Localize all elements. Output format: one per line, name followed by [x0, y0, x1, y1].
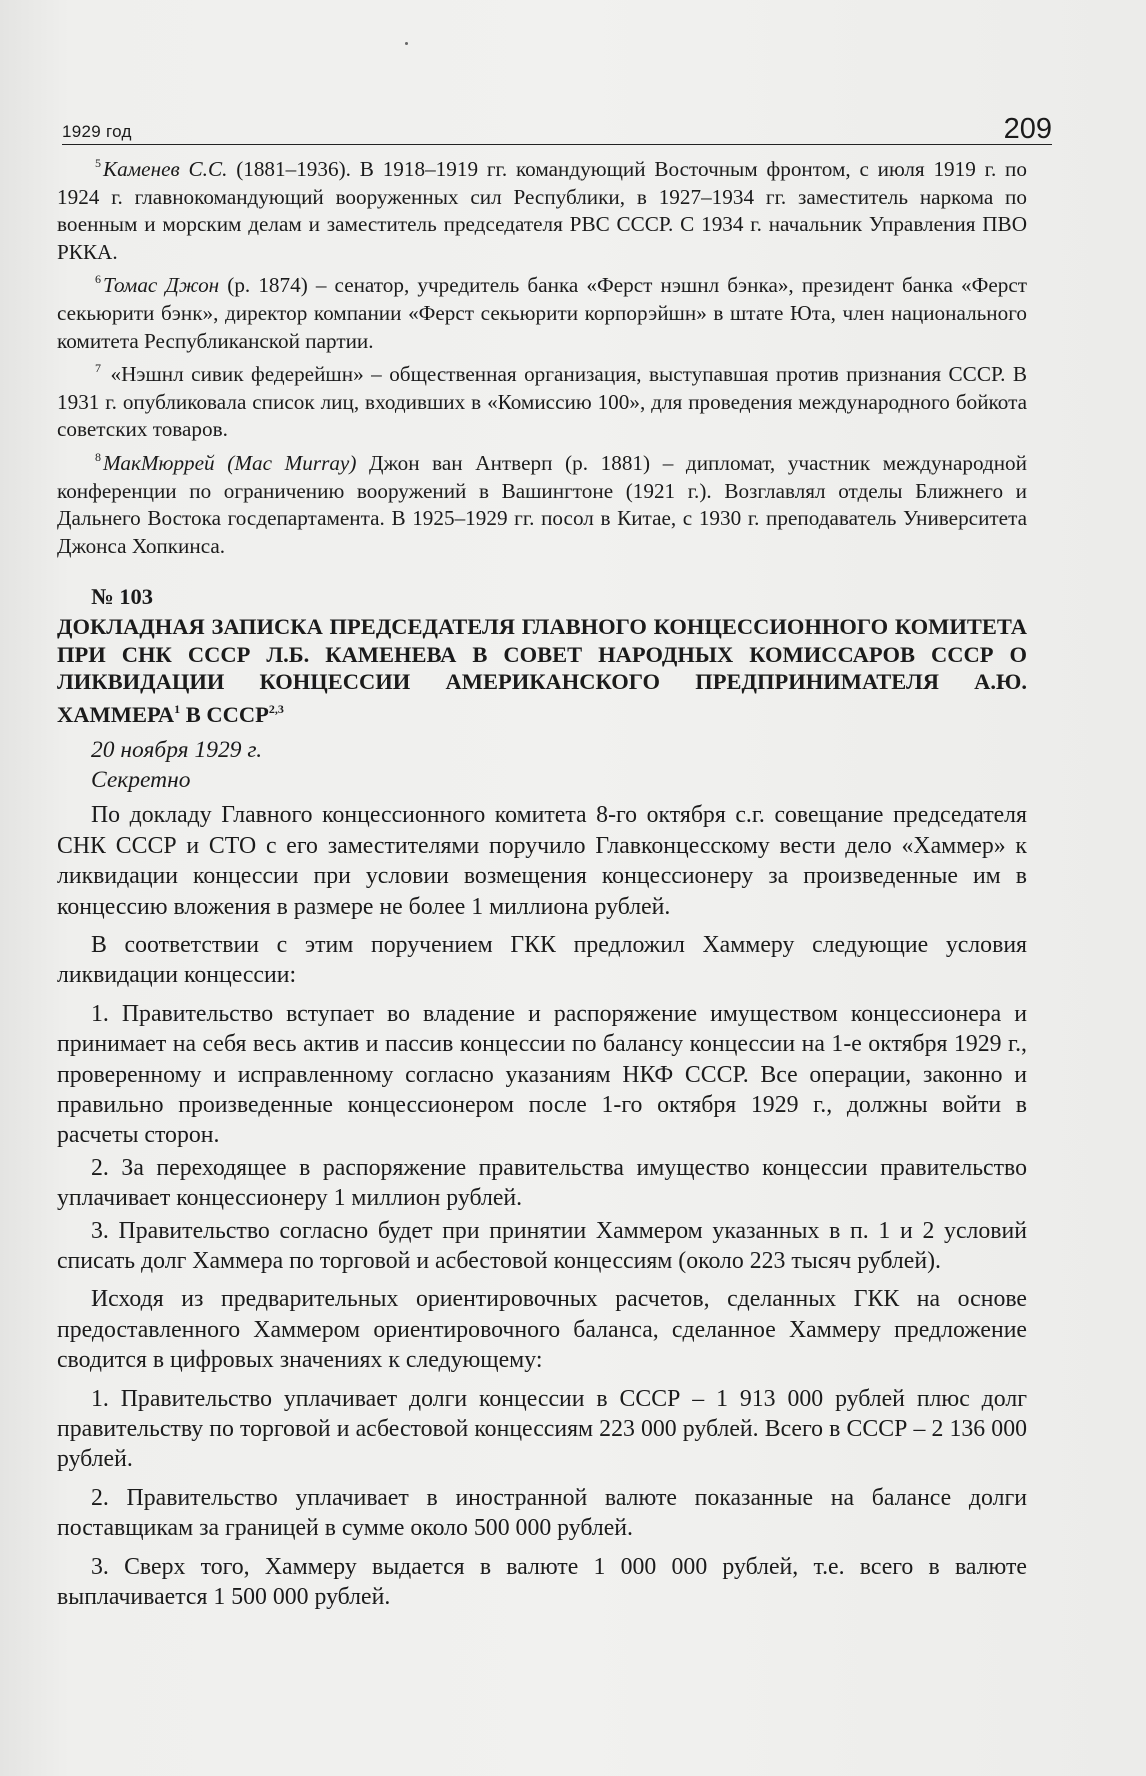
footnote-8: $^8$МакМюррей (Mac Murray) Джон ван Антверп (р. 1881) – дипломат, участник международной конференции по ограничению вооружений в Вашингтоне (1921 г.). Возглавлял отделы Ближнего и Дальнего Востока госдепартамента. В 1925–1929 гг. посол в Китае, с 1930 г. преподаватель Университета Джонса Хопкинса. — [57, 449, 1027, 558]
paragraph-condition-3: 3. Правительство согласно будет при принятии Хаммером указанных в п. 1 и 2 условий списать долг Хаммера по торговой и асбестовой концессиям (около 223 тысяч рублей). — [57, 1217, 1027, 1274]
footnote-name: Томас Джон — [103, 273, 220, 298]
document-classification: Секретно — [91, 767, 191, 794]
footnote-name: Каменев С.С. — [103, 157, 228, 181]
paragraph-condition-2: 2. За переходящее в распоряжение правительства имущество концессии правительство уплачивает концессионеру 1 миллион рублей. — [57, 1154, 1027, 1212]
print-speck — [405, 42, 408, 45]
paragraph-1: По докладу Главного концессионного комитета 8-го октября с.г. совещание председателя СНК СССР и СТО с его заместителями поручило Главконцесскому вести дело «Хаммер» к ликвидации концессии при условии возмещения концессионеру за произведенные им в концессию вложения в размере не более 1 миллиона рублей. — [57, 802, 1027, 920]
paragraph-condition-1: 1. Правительство вступает во владение и распоряжение имуществом концессионера и принимает на себя весь актив и пассив концессии по балансу концессии на 1-е октября 1929 г., проверенному и исправленному согласно указаниям НКФ СССР. Все операции, законно и правильно произведенные концессионером после 1-го октября 1929 г., должны войти в расчеты сторон. — [57, 1000, 1027, 1149]
paragraph-calculation: Исходя из предварительных ориентировочных расчетов, сделанных ГКК на основе предоставленного Хаммером ориентировочного баланса, сделанное Хаммеру предложение сводится в цифровых значениях к следующему: — [57, 1286, 1027, 1374]
document-number: № 103 — [91, 584, 153, 610]
footnote-name: МакМюррей (Mac Murray) — [103, 450, 357, 475]
paragraph-item-1: 1. Правительство уплачивает долги концессии в СССР – 1 913 000 рублей плюс долг правительству по торговой и асбестовой концессиям 223 000 рублей. Всего в СССР – 2 136 000 рублей. — [57, 1385, 1027, 1473]
footnote-text: (1881–1936). В 1918–1919 гг. командующий Восточным фронтом, с июля 1919 г. по 1924 г. главнокомандующий вооруженных сил Республики, в 1927–1934 гг. заместитель наркома по военным и морским делам и заместитель председателя РВС СССР. С 1934 г. начальник Управления ПВО РККА. — [57, 157, 1027, 264]
footnote-7: $^7$ «Нэшнл сивик федерейшн» – общественная организация, выступавшая против признания СССР. В 1931 г. опубликовала список лиц, входивших в «Комиссию 100», для проведения международного бойкота советских товаров. — [57, 361, 1027, 442]
footnote-5: $^5$Каменев С.С. (1881–1936). В 1918–1919 гг. командующий Восточным фронтом, с июля 1919 г. по 1924 г. главнокомандующий вооруженных сил Республики, в 1927–1934 гг. заместитель наркома по военным и морским делам и заместитель председателя РВС СССР. С 1934 г. начальник Управления ПВО РККА. — [57, 156, 1027, 264]
document-title: ДОКЛАДНАЯ ЗАПИСКА ПРЕДСЕДАТЕЛЯ ГЛАВНОГО КОНЦЕССИОННОГО КОМИТЕТА ПРИ СНК СССР Л.Б. КАМЕНЕВА В СОВЕТ НАРОДНЫХ КОМИССАРОВ СССР О ЛИКВИДАЦИИ КОНЦЕССИИ АМЕРИКАНСКОГО ПРЕДПРИНИМАТЕЛЯ А.Ю. ХАММЕРА$^1$ В СССР$^{2,3}$ — [57, 614, 1027, 727]
paragraph-item-2: 2. Правительство уплачивает в иностранной валюте показанные на балансе долги поставщикам за границей в сумме около 500 000 рублей. — [57, 1484, 1027, 1542]
paragraph-item-3: 3. Сверх того, Хаммеру выдается в валюте 1 000 000 рублей, т.е. всего в валюте выплачивается 1 500 000 рублей. — [57, 1553, 1027, 1611]
document-date: 20 ноября 1929 г. — [91, 737, 263, 764]
footnote-text: (р. 1874) – сенатор, учредитель банка «Ферст нэшнл бэнка», президент банка «Ферст секьюрити бэнк», директор компании «Ферст секьюрити корпорэйшн» в штате Юта, член национального комитета Республиканской партии. — [57, 273, 1027, 353]
footnote-6: $^6$Томас Джон (р. 1874) – сенатор, учредитель банка «Ферст нэшнл бэнка», президент банка «Ферст секьюрити бэнк», директор компании «Ферст секьюрити корпорэйшн» в штате Юта, член национального комитета Республиканской партии. — [57, 272, 1027, 353]
page-number: 209 — [1003, 113, 1052, 145]
page-content — [57, 150, 1027, 1620]
running-head: 1929 год — [62, 122, 132, 141]
footnote-text: «Нэшнл сивик федерейшн» – общественная организация, выступавшая против признания СССР. В 1931 г. опубликовала список лиц, входивших в «Комиссию 100», для проведения международного бойкота советских товаров. — [57, 362, 1027, 442]
paragraph-2: В соответствии с этим поручением ГКК предложил Хаммеру следующие условия ликвидации концессии: — [57, 931, 1027, 989]
page-header — [62, 110, 1052, 145]
footnote-text: Джон ван Антверп (р. 1881) – дипломат, участник международной конференции по ограничению вооружений в Вашингтоне (1921 г.). Возглавлял отделы Ближнего и Дальнего Востока госдепартамента. В 1925–1929 гг. посол в Китае, с 1930 г. преподаватель Университета Джонса Хопкинса. — [57, 450, 1027, 558]
